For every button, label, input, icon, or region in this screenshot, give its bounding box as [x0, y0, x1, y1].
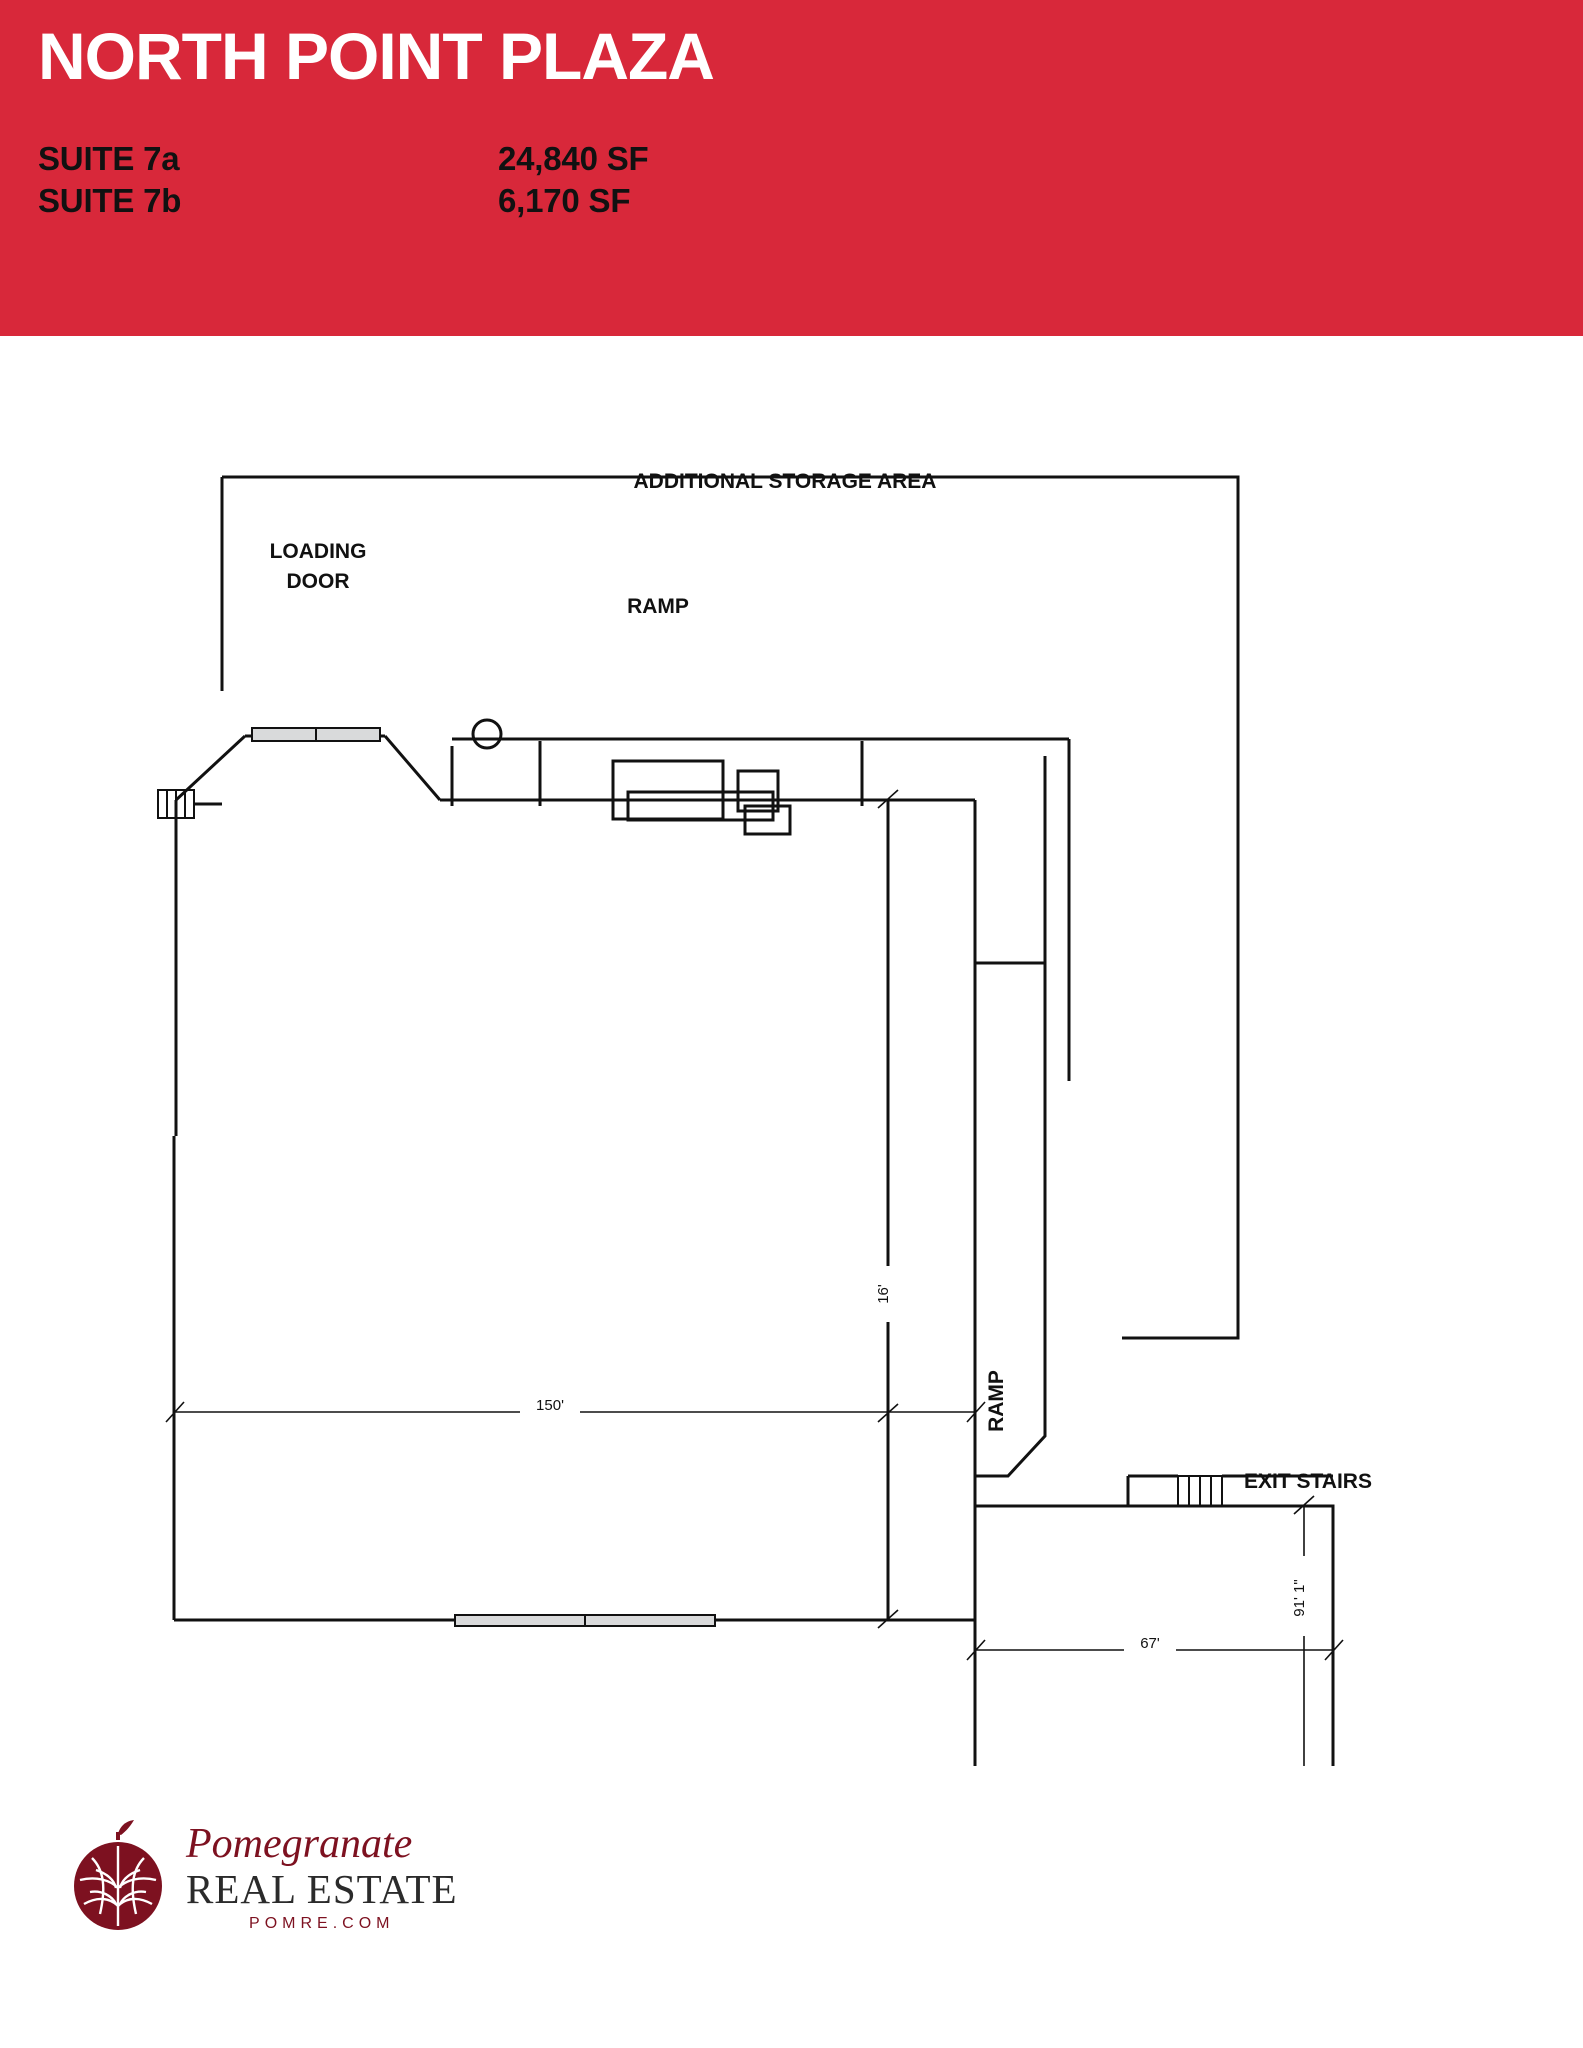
label-loading-door-line1: LOADING	[269, 540, 367, 563]
suite-name: SUITE 7b	[38, 182, 182, 219]
upper-right-bay-outline	[452, 800, 975, 1620]
dimension-label-150: 150'	[536, 1397, 564, 1414]
suite-summary-table	[38, 140, 648, 224]
company-logo	[66, 1818, 458, 1936]
label-loading-door-line2: DOOR	[286, 570, 350, 593]
dimension-height-upper-right	[878, 790, 898, 1422]
label-ramp-side: RAMP	[985, 1370, 1008, 1432]
pomegranate-icon	[66, 1818, 170, 1936]
logo-line-website: POMRE.COM	[249, 1914, 395, 1932]
dimension-label-67: 67'	[1140, 1635, 1160, 1652]
storefront-glazing	[455, 1615, 715, 1626]
exterior-stairs-left	[158, 790, 222, 818]
suite-area: 6,170 SF	[498, 182, 631, 219]
storage-area-outline	[222, 477, 1238, 1338]
suite-area: 24,840 SF	[498, 140, 649, 177]
label-ramp-top: RAMP	[627, 595, 689, 618]
page-title: NORTH POINT PLAZA	[38, 19, 714, 93]
loading-door	[252, 728, 380, 741]
dimension-label-16: 16'	[875, 1284, 892, 1304]
main-suite-outline	[174, 736, 975, 1620]
logo-text	[186, 1820, 458, 1932]
logo-line-pomegranate: Pomegranate	[186, 1820, 413, 1867]
label-exit-stairs: EXIT STAIRS	[1244, 1470, 1372, 1493]
floor-plan	[0, 336, 1583, 1766]
suite-row	[38, 182, 648, 224]
rail-fitting-icon	[473, 720, 501, 748]
label-additional-storage-area: ADDITIONAL STORAGE AREA	[633, 470, 937, 493]
logo-line-real-estate: REAL ESTATE	[186, 1865, 458, 1912]
dimension-label-91-1: 91' 1"	[1291, 1579, 1308, 1617]
header-banner	[0, 0, 1583, 336]
footer	[0, 1788, 1583, 2048]
suite-name: SUITE 7a	[38, 140, 180, 177]
suite-row	[38, 140, 648, 182]
